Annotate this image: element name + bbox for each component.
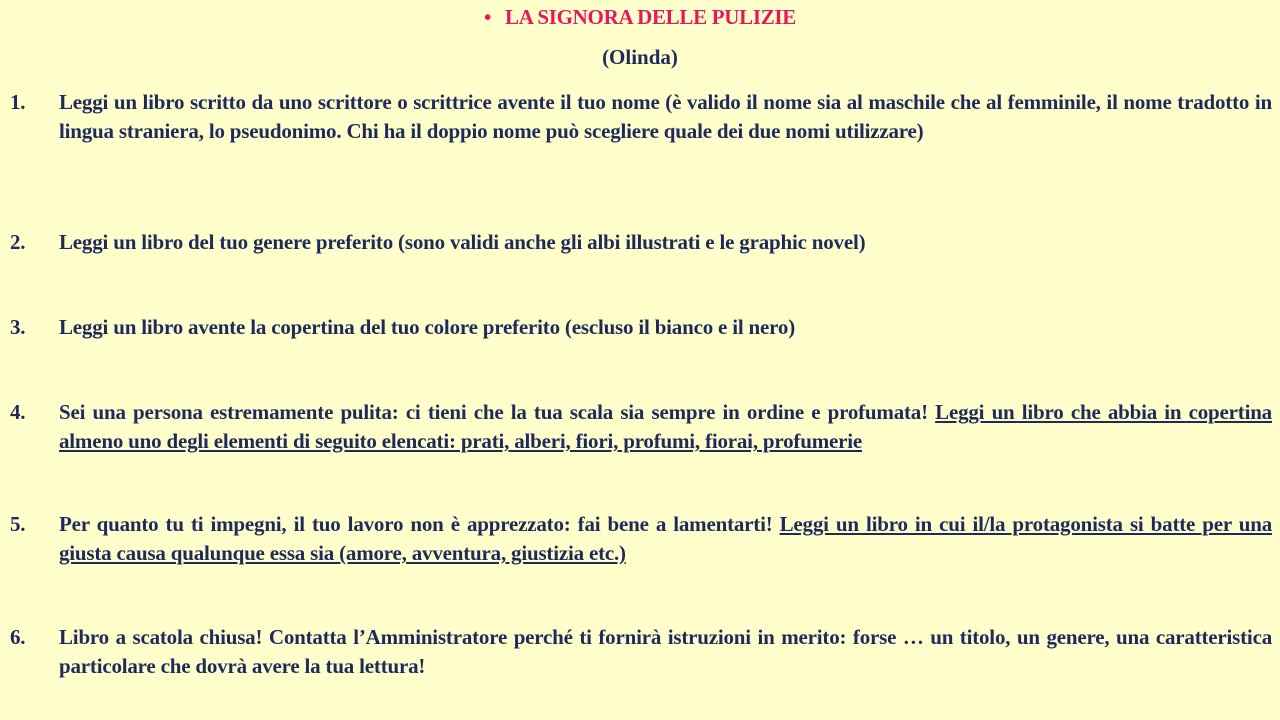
item-text <box>59 228 1272 257</box>
title-text: LA SIGNORA DELLE PULIZIE <box>505 5 797 29</box>
list-item <box>10 228 1272 257</box>
list-item <box>10 398 1272 456</box>
item-body: Libro a scatola chiusa! Contatta l’Amministratore perché ti fornirà istruzioni in merito: forse … un titolo, un genere, una caratteristica particolare che dovrà avere la tua lettura! <box>59 625 1272 678</box>
item-text <box>59 398 1272 456</box>
list-item <box>10 510 1272 568</box>
page-subtitle: (Olinda) <box>602 45 678 69</box>
item-number: 1. <box>10 90 26 114</box>
item-text <box>59 313 1272 342</box>
item-underlined: Leggi un libro che abbia in copertina almeno uno degli elementi di seguito elencati: prati, alberi, fiori, profumi, fiorai, profumerie <box>59 400 1272 453</box>
item-number: 4. <box>10 400 26 424</box>
item-number: 3. <box>10 315 26 339</box>
item-number: 5. <box>10 512 26 536</box>
item-body: Leggi un libro scritto da uno scrittore o scrittrice avente il tuo nome (è valido il nome sia al maschile che al femminile, il nome tradotto in lingua straniera, lo pseudonimo. Chi ha il doppio nome può scegliere quale dei due nomi utilizzare) <box>59 90 1272 143</box>
item-body: Sei una persona estremamente pulita: ci tieni che la tua scala sia sempre in ordine e profumata! <box>59 400 936 424</box>
item-text <box>59 510 1272 568</box>
list-item <box>10 623 1272 681</box>
item-body: Leggi un libro del tuo genere preferito (sono validi anche gli albi illustrati e le graphic novel) <box>59 230 866 254</box>
list-item <box>10 88 1272 146</box>
page-title <box>0 5 1280 30</box>
item-body: Per quanto tu ti impegni, il tuo lavoro non è apprezzato: fai bene a lamentarti! <box>59 512 780 536</box>
list-item <box>10 313 1272 342</box>
item-number: 6. <box>10 625 26 649</box>
title-bullet: • <box>483 5 492 29</box>
item-number: 2. <box>10 230 26 254</box>
item-body: Leggi un libro avente la copertina del tuo colore preferito (escluso il bianco e il nero) <box>59 315 795 339</box>
item-underlined: Leggi un libro in cui il/la protagonista si batte per una giusta causa qualunque essa sia (amore, avventura, giustizia etc.) <box>59 512 1272 565</box>
item-text <box>59 88 1272 146</box>
item-text <box>59 623 1272 681</box>
